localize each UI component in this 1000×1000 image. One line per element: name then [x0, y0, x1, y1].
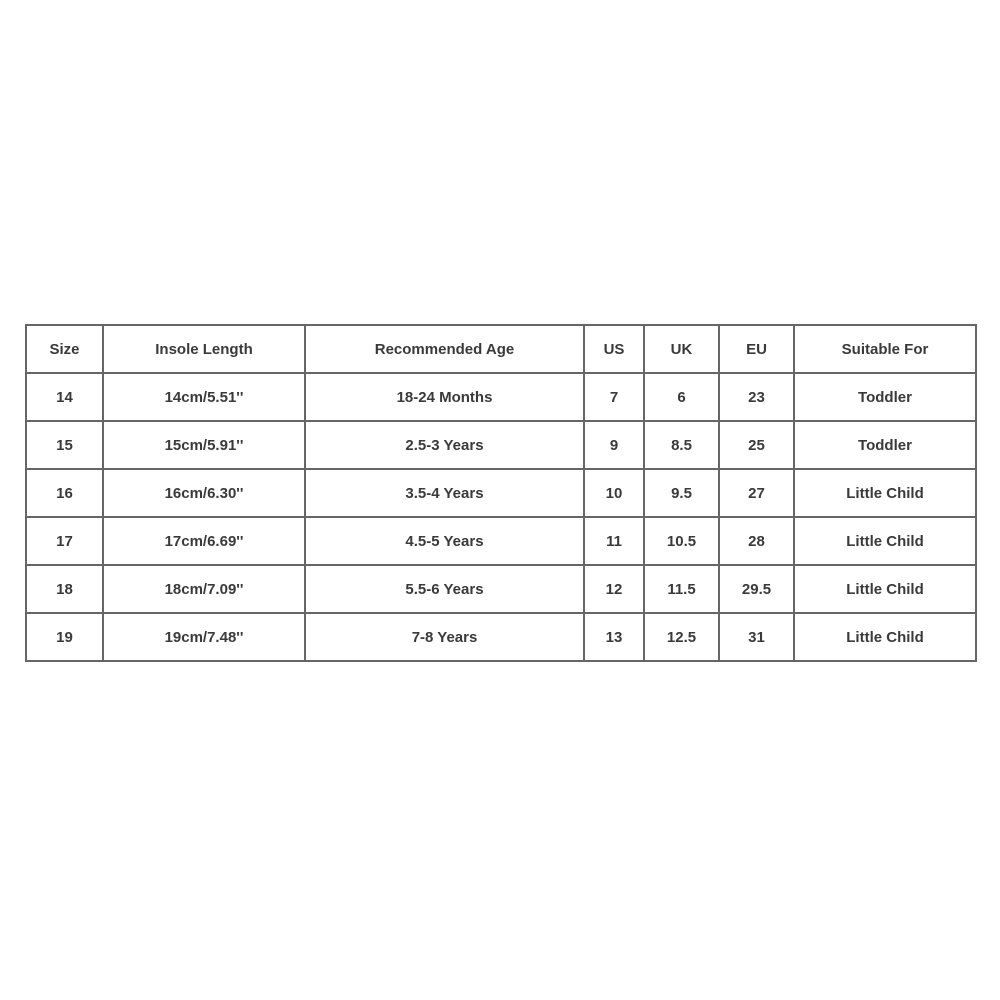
cell-us: 11: [584, 517, 644, 565]
cell-uk: 10.5: [644, 517, 719, 565]
cell-uk: 9.5: [644, 469, 719, 517]
cell-suitable-for: Little Child: [794, 565, 976, 613]
cell-insole-length: 18cm/7.09'': [103, 565, 305, 613]
cell-recommended-age: 3.5-4 Years: [305, 469, 584, 517]
cell-eu: 27: [719, 469, 794, 517]
column-header-us: US: [584, 325, 644, 373]
cell-eu: 28: [719, 517, 794, 565]
cell-us: 10: [584, 469, 644, 517]
table-row: [26, 517, 976, 565]
cell-size: 14: [26, 373, 103, 421]
table-row: [26, 421, 976, 469]
cell-size: 15: [26, 421, 103, 469]
table-header-row: [26, 325, 976, 373]
cell-insole-length: 16cm/6.30'': [103, 469, 305, 517]
cell-suitable-for: Little Child: [794, 517, 976, 565]
table-row: [26, 373, 976, 421]
cell-us: 12: [584, 565, 644, 613]
cell-uk: 11.5: [644, 565, 719, 613]
column-header-eu: EU: [719, 325, 794, 373]
column-header-size: Size: [26, 325, 103, 373]
table-row: [26, 469, 976, 517]
cell-uk: 6: [644, 373, 719, 421]
cell-eu: 29.5: [719, 565, 794, 613]
cell-recommended-age: 5.5-6 Years: [305, 565, 584, 613]
cell-size: 16: [26, 469, 103, 517]
cell-insole-length: 15cm/5.91'': [103, 421, 305, 469]
cell-insole-length: 17cm/6.69'': [103, 517, 305, 565]
cell-size: 18: [26, 565, 103, 613]
cell-uk: 8.5: [644, 421, 719, 469]
table-row: [26, 565, 976, 613]
column-header-suitable-for: Suitable For: [794, 325, 976, 373]
cell-recommended-age: 4.5-5 Years: [305, 517, 584, 565]
cell-recommended-age: 2.5-3 Years: [305, 421, 584, 469]
table-row: [26, 613, 976, 661]
column-header-insole-length: Insole Length: [103, 325, 305, 373]
cell-suitable-for: Little Child: [794, 469, 976, 517]
column-header-uk: UK: [644, 325, 719, 373]
cell-insole-length: 19cm/7.48'': [103, 613, 305, 661]
cell-size: 17: [26, 517, 103, 565]
cell-size: 19: [26, 613, 103, 661]
cell-eu: 25: [719, 421, 794, 469]
cell-us: 9: [584, 421, 644, 469]
cell-recommended-age: 18-24 Months: [305, 373, 584, 421]
cell-us: 7: [584, 373, 644, 421]
cell-suitable-for: Toddler: [794, 421, 976, 469]
cell-eu: 31: [719, 613, 794, 661]
cell-suitable-for: Toddler: [794, 373, 976, 421]
cell-insole-length: 14cm/5.51'': [103, 373, 305, 421]
cell-recommended-age: 7-8 Years: [305, 613, 584, 661]
cell-eu: 23: [719, 373, 794, 421]
cell-uk: 12.5: [644, 613, 719, 661]
column-header-recommended-age: Recommended Age: [305, 325, 584, 373]
size-chart-table: [25, 324, 977, 662]
cell-us: 13: [584, 613, 644, 661]
cell-suitable-for: Little Child: [794, 613, 976, 661]
